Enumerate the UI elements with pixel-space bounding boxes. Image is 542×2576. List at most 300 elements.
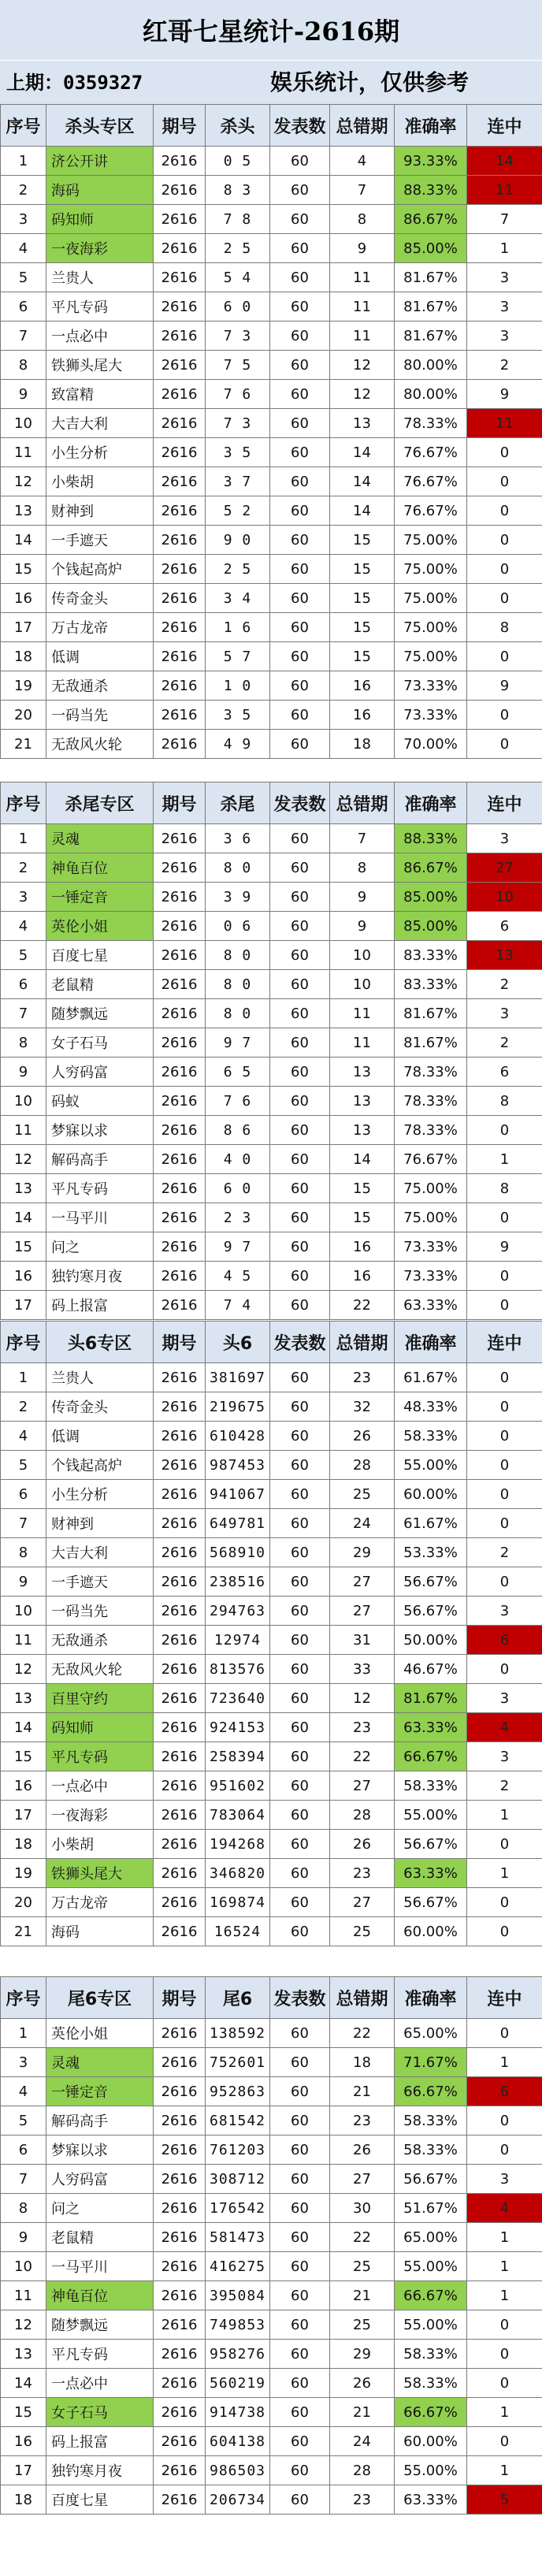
- cell-name: 一点必中: [46, 2369, 154, 2398]
- cell-value: 176542: [206, 2194, 270, 2223]
- cell-accuracy: 83.33%: [395, 941, 467, 970]
- cell-index: 15: [1, 2398, 46, 2427]
- table-row: [1, 380, 542, 409]
- cell-accuracy: 78.33%: [395, 1116, 467, 1145]
- cell-period: 2616: [154, 1509, 206, 1538]
- table-row: [1, 1480, 542, 1509]
- cell-published: 60: [270, 1801, 330, 1830]
- header-col-streak: 连中: [467, 105, 542, 147]
- cell-name: 小柴胡: [46, 1830, 154, 1859]
- header-col-index: 序号: [1, 782, 46, 824]
- cell-index: 21: [1, 730, 46, 759]
- cell-accuracy: 56.67%: [395, 1597, 467, 1626]
- cell-accuracy: 46.67%: [395, 1655, 467, 1684]
- cell-streak: 2: [467, 351, 542, 380]
- table-row: [1, 1567, 542, 1597]
- cell-total-wrong: 11: [330, 999, 395, 1028]
- cell-accuracy: 61.67%: [395, 1509, 467, 1538]
- cell-total-wrong: 31: [330, 1626, 395, 1655]
- cell-period: 2616: [154, 1116, 206, 1145]
- cell-period: 2616: [154, 2106, 206, 2136]
- cell-total-wrong: 16: [330, 701, 395, 730]
- cell-streak: 1: [467, 2252, 542, 2281]
- cell-published: 60: [270, 2340, 330, 2369]
- cell-streak: 0: [467, 1422, 542, 1451]
- table-row: [1, 2310, 542, 2340]
- cell-period: 2616: [154, 999, 206, 1028]
- cell-streak: 0: [467, 2427, 542, 2456]
- cell-index: 18: [1, 2485, 46, 2515]
- cell-value: 381697: [206, 1363, 270, 1392]
- header-col-index: 序号: [1, 105, 46, 147]
- cell-index: 17: [1, 1291, 46, 1320]
- cell-index: 11: [1, 438, 46, 467]
- cell-total-wrong: 11: [330, 263, 395, 292]
- cell-period: 2616: [154, 438, 206, 467]
- cell-period: 2616: [154, 970, 206, 999]
- cell-streak: 3: [467, 322, 542, 351]
- cell-published: 60: [270, 1771, 330, 1801]
- cell-published: 60: [270, 1480, 330, 1509]
- cell-period: 2616: [154, 176, 206, 205]
- cell-value: 723640: [206, 1684, 270, 1713]
- cell-accuracy: 75.00%: [395, 555, 467, 584]
- cell-published: 60: [270, 496, 330, 526]
- cell-total-wrong: 23: [330, 1363, 395, 1392]
- cell-period: 2616: [154, 1422, 206, 1451]
- header-col-total-wrong: 总错期: [330, 1977, 395, 2019]
- cell-index: 11: [1, 1626, 46, 1655]
- cell-accuracy: 63.33%: [395, 1859, 467, 1888]
- cell-accuracy: 60.00%: [395, 1480, 467, 1509]
- header-col-value: 杀头: [206, 105, 270, 147]
- cell-streak: 11: [467, 409, 542, 438]
- header-col-streak: 连中: [467, 1977, 542, 2019]
- cell-total-wrong: 22: [330, 2223, 395, 2252]
- cell-name: 个钱起高炉: [46, 555, 154, 584]
- cell-accuracy: 66.67%: [395, 2281, 467, 2310]
- cell-streak: 2: [467, 970, 542, 999]
- cell-name: 平凡专码: [46, 1742, 154, 1771]
- cell-streak: 0: [467, 1655, 542, 1684]
- cell-published: 60: [270, 584, 330, 613]
- cell-accuracy: 83.33%: [395, 970, 467, 999]
- cell-period: 2616: [154, 205, 206, 234]
- cell-period: 2616: [154, 1392, 206, 1422]
- cell-streak: 1: [467, 2456, 542, 2485]
- cell-name: 人穷码富: [46, 1058, 154, 1087]
- cell-name: 小柴胡: [46, 467, 154, 496]
- cell-period: 2616: [154, 1087, 206, 1116]
- cell-streak: 3: [467, 999, 542, 1028]
- cell-total-wrong: 15: [330, 584, 395, 613]
- cell-index: 19: [1, 1859, 46, 1888]
- cell-published: 60: [270, 1684, 330, 1713]
- cell-streak: 1: [467, 2281, 542, 2310]
- table-row: [1, 941, 542, 970]
- cell-index: 12: [1, 1145, 46, 1174]
- table-row: [1, 438, 542, 467]
- cell-value: 16524: [206, 1917, 270, 1946]
- cell-accuracy: 55.00%: [395, 2456, 467, 2485]
- cell-value: 138592: [206, 2019, 270, 2048]
- cell-published: 60: [270, 2223, 330, 2252]
- cell-accuracy: 80.00%: [395, 351, 467, 380]
- cell-name: 致富精: [46, 380, 154, 409]
- cell-period: 2616: [154, 234, 206, 263]
- cell-streak: 0: [467, 2310, 542, 2340]
- cell-index: 5: [1, 1451, 46, 1480]
- cell-published: 60: [270, 2485, 330, 2515]
- header-col-period: 期号: [154, 1977, 206, 2019]
- cell-streak: 3: [467, 1597, 542, 1626]
- cell-total-wrong: 23: [330, 2485, 395, 2515]
- cell-published: 60: [270, 1567, 330, 1597]
- cell-name: 百里守约: [46, 1684, 154, 1713]
- cell-period: 2616: [154, 1771, 206, 1801]
- cell-name: 低调: [46, 1422, 154, 1451]
- cell-accuracy: 85.00%: [395, 234, 467, 263]
- cell-period: 2616: [154, 1713, 206, 1742]
- cell-total-wrong: 25: [330, 2310, 395, 2340]
- cell-total-wrong: 26: [330, 1830, 395, 1859]
- cell-period: 2616: [154, 2165, 206, 2194]
- cell-period: 2616: [154, 941, 206, 970]
- cell-period: 2616: [154, 584, 206, 613]
- cell-published: 60: [270, 2310, 330, 2340]
- cell-streak: 2: [467, 1028, 542, 1058]
- cell-published: 60: [270, 883, 330, 912]
- cell-index: 1: [1, 2019, 46, 2048]
- table-row: [1, 853, 542, 883]
- cell-index: 10: [1, 409, 46, 438]
- cell-streak: 0: [467, 2106, 542, 2136]
- header-col-accuracy: 准确率: [395, 105, 467, 147]
- cell-published: 60: [270, 2048, 330, 2077]
- cell-period: 2616: [154, 292, 206, 322]
- cell-index: 15: [1, 1742, 46, 1771]
- cell-period: 2616: [154, 1684, 206, 1713]
- cell-streak: 0: [467, 1203, 542, 1232]
- cell-total-wrong: 10: [330, 970, 395, 999]
- cell-name: 一锤定音: [46, 2077, 154, 2106]
- cell-name: 灵魂: [46, 2048, 154, 2077]
- cell-streak: 0: [467, 1392, 542, 1422]
- cell-total-wrong: 21: [330, 2077, 395, 2106]
- cell-published: 60: [270, 263, 330, 292]
- cell-accuracy: 75.00%: [395, 1203, 467, 1232]
- cell-streak: 3: [467, 2165, 542, 2194]
- cell-accuracy: 48.33%: [395, 1392, 467, 1422]
- cell-published: 60: [270, 1626, 330, 1655]
- cell-period: 2616: [154, 1058, 206, 1087]
- cell-published: 60: [270, 613, 330, 642]
- cell-value: 206734: [206, 2485, 270, 2515]
- cell-total-wrong: 14: [330, 467, 395, 496]
- cell-period: 2616: [154, 263, 206, 292]
- cell-published: 60: [270, 1145, 330, 1174]
- cell-published: 60: [270, 941, 330, 970]
- cell-value: 194268: [206, 1830, 270, 1859]
- table-row: [1, 409, 542, 438]
- cell-streak: 6: [467, 912, 542, 941]
- cell-name: 解码高手: [46, 1145, 154, 1174]
- cell-value: 169874: [206, 1888, 270, 1917]
- table-row: [1, 1713, 542, 1742]
- cell-period: 2616: [154, 671, 206, 701]
- cell-accuracy: 53.33%: [395, 1538, 467, 1567]
- cell-published: 60: [270, 912, 330, 941]
- cell-index: 18: [1, 642, 46, 671]
- cell-period: 2616: [154, 1145, 206, 1174]
- cell-index: 13: [1, 1174, 46, 1203]
- table-row: [1, 555, 542, 584]
- cell-name: 神龟百位: [46, 2281, 154, 2310]
- cell-accuracy: 75.00%: [395, 642, 467, 671]
- cell-accuracy: 73.33%: [395, 1232, 467, 1262]
- cell-period: 2616: [154, 526, 206, 555]
- cell-accuracy: 55.00%: [395, 1451, 467, 1480]
- cell-value: 308712: [206, 2165, 270, 2194]
- cell-total-wrong: 27: [330, 1567, 395, 1597]
- cell-period: 2616: [154, 1830, 206, 1859]
- header-col-published: 发表数: [270, 1977, 330, 2019]
- table-row: [1, 671, 542, 701]
- cell-total-wrong: 8: [330, 205, 395, 234]
- cell-index: 15: [1, 1232, 46, 1262]
- cell-name: 财神到: [46, 1509, 154, 1538]
- cell-index: 9: [1, 2223, 46, 2252]
- cell-value: 4 0: [206, 1145, 270, 1174]
- cell-total-wrong: 12: [330, 1684, 395, 1713]
- cell-streak: 0: [467, 2340, 542, 2369]
- cell-name: 问之: [46, 2194, 154, 2223]
- table-shatou: [0, 104, 542, 759]
- cell-accuracy: 50.00%: [395, 1626, 467, 1655]
- cell-published: 60: [270, 1058, 330, 1087]
- cell-published: 60: [270, 555, 330, 584]
- cell-period: 2616: [154, 2369, 206, 2398]
- table-header-row: [1, 1321, 542, 1363]
- cell-index: 1: [1, 1363, 46, 1392]
- cell-name: 老鼠精: [46, 2223, 154, 2252]
- cell-streak: 8: [467, 1174, 542, 1203]
- cell-index: 17: [1, 613, 46, 642]
- table-row: [1, 322, 542, 351]
- cell-streak: 0: [467, 1262, 542, 1291]
- cell-streak: 8: [467, 613, 542, 642]
- cell-published: 60: [270, 824, 330, 853]
- cell-period: 2616: [154, 1232, 206, 1262]
- cell-period: 2616: [154, 2281, 206, 2310]
- cell-streak: 0: [467, 1567, 542, 1597]
- cell-total-wrong: 13: [330, 1058, 395, 1087]
- cell-index: 10: [1, 2252, 46, 2281]
- cell-accuracy: 70.00%: [395, 730, 467, 759]
- cell-accuracy: 81.67%: [395, 1028, 467, 1058]
- cell-total-wrong: 22: [330, 1291, 395, 1320]
- cell-streak: 4: [467, 2194, 542, 2223]
- cell-total-wrong: 7: [330, 176, 395, 205]
- cell-streak: 1: [467, 2398, 542, 2427]
- cell-streak: 0: [467, 1116, 542, 1145]
- cell-index: 6: [1, 970, 46, 999]
- cell-name: 一锤定音: [46, 883, 154, 912]
- header-col-name: 杀头专区: [46, 105, 154, 147]
- cell-total-wrong: 7: [330, 824, 395, 853]
- table-row: [1, 999, 542, 1028]
- cell-value: 987453: [206, 1451, 270, 1480]
- cell-total-wrong: 4: [330, 147, 395, 176]
- table-row: [1, 1626, 542, 1655]
- cell-period: 2616: [154, 380, 206, 409]
- cell-accuracy: 76.67%: [395, 1145, 467, 1174]
- cell-value: 3 4: [206, 584, 270, 613]
- cell-index: 6: [1, 1480, 46, 1509]
- cell-value: 914738: [206, 2398, 270, 2427]
- cell-accuracy: 58.33%: [395, 1771, 467, 1801]
- cell-index: 17: [1, 1801, 46, 1830]
- cell-total-wrong: 15: [330, 1203, 395, 1232]
- cell-published: 60: [270, 2165, 330, 2194]
- cell-name: 传奇金头: [46, 584, 154, 613]
- cell-value: 783064: [206, 1801, 270, 1830]
- cell-accuracy: 58.33%: [395, 2136, 467, 2165]
- cell-accuracy: 81.67%: [395, 999, 467, 1028]
- cell-index: 2: [1, 176, 46, 205]
- cell-value: 6 0: [206, 1174, 270, 1203]
- cell-total-wrong: 26: [330, 2369, 395, 2398]
- table-row: [1, 1771, 542, 1801]
- cell-index: 7: [1, 2165, 46, 2194]
- header-col-value: 杀尾: [206, 782, 270, 824]
- header-col-value: 尾6: [206, 1977, 270, 2019]
- cell-published: 60: [270, 2456, 330, 2485]
- cell-value: 752601: [206, 2048, 270, 2077]
- cell-streak: 1: [467, 1801, 542, 1830]
- header-col-accuracy: 准确率: [395, 782, 467, 824]
- cell-total-wrong: 22: [330, 2019, 395, 2048]
- header-col-index: 序号: [1, 1321, 46, 1363]
- cell-streak: 0: [467, 584, 542, 613]
- cell-name: 一手遮天: [46, 1567, 154, 1597]
- table-row: [1, 2281, 542, 2310]
- cell-published: 60: [270, 1203, 330, 1232]
- cell-accuracy: 75.00%: [395, 584, 467, 613]
- table-row: [1, 2048, 542, 2077]
- cell-index: 3: [1, 205, 46, 234]
- cell-name: 女子石马: [46, 1028, 154, 1058]
- table-row: [1, 1203, 542, 1232]
- cell-name: 问之: [46, 1232, 154, 1262]
- cell-published: 60: [270, 2136, 330, 2165]
- cell-name: 一点必中: [46, 322, 154, 351]
- cell-published: 60: [270, 147, 330, 176]
- table-shawei: [0, 782, 542, 1320]
- cell-published: 60: [270, 1262, 330, 1291]
- cell-name: 铁狮头尾大: [46, 351, 154, 380]
- cell-value: 1 6: [206, 613, 270, 642]
- table-row: [1, 1058, 542, 1087]
- cell-value: 7 3: [206, 322, 270, 351]
- cell-published: 60: [270, 2398, 330, 2427]
- cell-value: 395084: [206, 2281, 270, 2310]
- cell-total-wrong: 32: [330, 1392, 395, 1422]
- cell-total-wrong: 14: [330, 438, 395, 467]
- cell-published: 60: [270, 2427, 330, 2456]
- cell-period: 2616: [154, 730, 206, 759]
- cell-value: 2 3: [206, 1203, 270, 1232]
- cell-total-wrong: 25: [330, 1480, 395, 1509]
- cell-value: 3 5: [206, 701, 270, 730]
- cell-published: 60: [270, 1422, 330, 1451]
- cell-published: 60: [270, 234, 330, 263]
- cell-total-wrong: 26: [330, 1422, 395, 1451]
- cell-name: 独钓寒月夜: [46, 2456, 154, 2485]
- cell-total-wrong: 25: [330, 2252, 395, 2281]
- cell-name: 平凡专码: [46, 2340, 154, 2369]
- cell-name: 大吉大利: [46, 1538, 154, 1567]
- cell-period: 2616: [154, 1597, 206, 1626]
- cell-published: 60: [270, 205, 330, 234]
- cell-period: 2616: [154, 409, 206, 438]
- table-row: [1, 2340, 542, 2369]
- cell-published: 60: [270, 1451, 330, 1480]
- cell-total-wrong: 16: [330, 1232, 395, 1262]
- table-row: [1, 1174, 542, 1203]
- cell-streak: 3: [467, 263, 542, 292]
- cell-value: 749853: [206, 2310, 270, 2340]
- cell-accuracy: 60.00%: [395, 2427, 467, 2456]
- cell-accuracy: 66.67%: [395, 2077, 467, 2106]
- cell-accuracy: 60.00%: [395, 1917, 467, 1946]
- header-col-published: 发表数: [270, 105, 330, 147]
- cell-period: 2616: [154, 853, 206, 883]
- table-row: [1, 1422, 542, 1451]
- cell-accuracy: 80.00%: [395, 380, 467, 409]
- cell-published: 60: [270, 2077, 330, 2106]
- cell-total-wrong: 16: [330, 671, 395, 701]
- info-bar: [0, 60, 542, 105]
- cell-period: 2616: [154, 824, 206, 853]
- cell-value: 4 5: [206, 1262, 270, 1291]
- header-col-published: 发表数: [270, 782, 330, 824]
- cell-index: 16: [1, 2427, 46, 2456]
- cell-index: 6: [1, 292, 46, 322]
- cell-period: 2616: [154, 1291, 206, 1320]
- last-period: 上期：0359327: [6, 72, 143, 94]
- table-row: [1, 642, 542, 671]
- header-col-published: 发表数: [270, 1321, 330, 1363]
- cell-total-wrong: 13: [330, 409, 395, 438]
- cell-period: 2616: [154, 1262, 206, 1291]
- cell-value: 951602: [206, 1771, 270, 1801]
- cell-name: 铁狮头尾大: [46, 1859, 154, 1888]
- header-col-name: 尾6专区: [46, 1977, 154, 2019]
- cell-streak: 13: [467, 941, 542, 970]
- cell-value: 6 5: [206, 1058, 270, 1087]
- cell-index: 5: [1, 941, 46, 970]
- cell-accuracy: 76.67%: [395, 438, 467, 467]
- cell-name: 女子石马: [46, 2398, 154, 2427]
- table-header-row: [1, 782, 542, 824]
- cell-total-wrong: 13: [330, 1087, 395, 1116]
- table-row: [1, 1655, 542, 1684]
- cell-index: 5: [1, 2106, 46, 2136]
- cell-total-wrong: 9: [330, 234, 395, 263]
- cell-total-wrong: 15: [330, 642, 395, 671]
- cell-accuracy: 93.33%: [395, 147, 467, 176]
